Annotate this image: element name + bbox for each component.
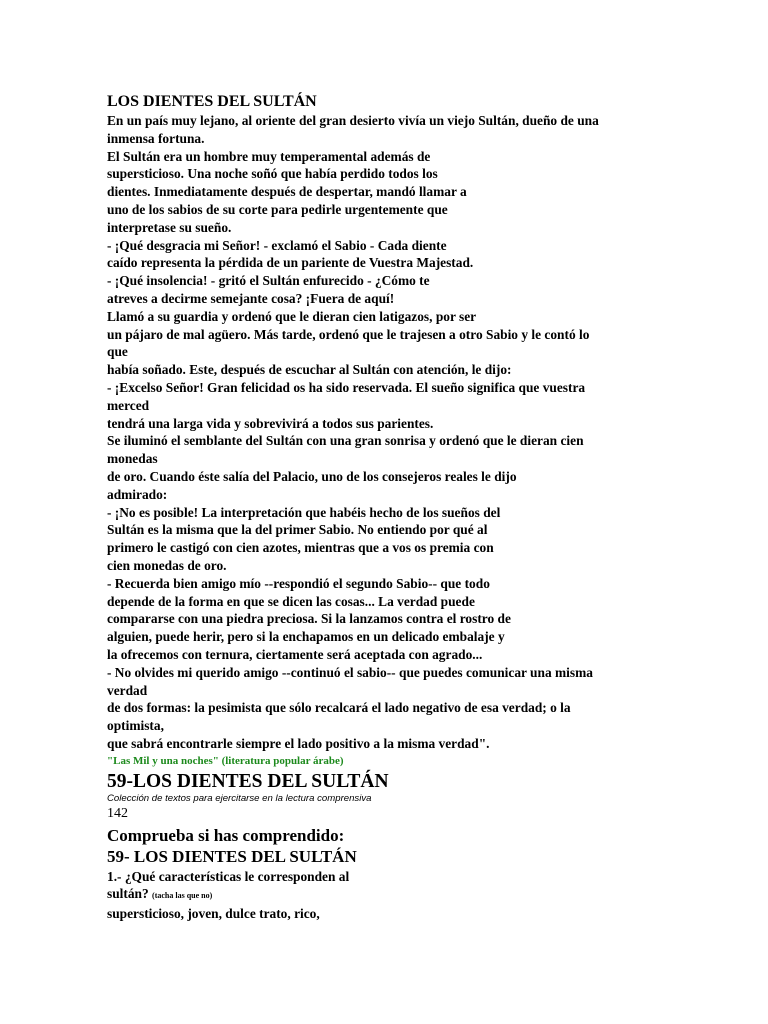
- question-options: supersticioso, joven, dulce trato, rico,: [107, 906, 320, 922]
- story-line: - ¡Qué insolencia! - gritó el Sultán enfurecido - ¿Cómo te: [107, 273, 430, 289]
- section-heading: 59-LOS DIENTES DEL SULTÁN: [107, 770, 389, 792]
- story-body: [107, 112, 667, 753]
- page-number: 142: [107, 805, 128, 821]
- story-line: El Sultán era un hombre muy temperamental además de: [107, 148, 431, 164]
- story-line: compararse con una piedra preciosa. Si la lanzamos contra el rostro de: [107, 611, 511, 627]
- question-instruction: (tacha las que no): [152, 891, 213, 901]
- collection-caption: Colección de textos para ejercitarse en la lectura comprensiva: [107, 792, 372, 804]
- story-line: optimista,: [107, 718, 164, 734]
- story-line: interpretase su sueño.: [107, 219, 232, 235]
- story-line: monedas: [107, 451, 158, 467]
- story-line: que: [107, 344, 128, 360]
- story-line: - No olvides mi querido amigo --continuó el sabio-- que puedes comunicar una misma: [107, 664, 593, 680]
- story-line: caído representa la pérdida de un pariente de Vuestra Majestad.: [107, 255, 474, 271]
- story-line: la ofrecemos con ternura, ciertamente será aceptada con agrado...: [107, 646, 483, 662]
- story-line: de oro. Cuando éste salía del Palacio, uno de los consejeros reales le dijo: [107, 468, 517, 484]
- question-line: [107, 885, 667, 905]
- quiz-heading: Comprueba si has comprendido:: [107, 825, 345, 845]
- story-line: supersticioso. Una noche soñó que había perdido todos los: [107, 166, 438, 182]
- story-credit: "Las Mil y una noches" (literatura popular árabe): [107, 754, 344, 767]
- story-line: primero le castigó con cien azotes, mientras que a vos os premia con: [107, 540, 494, 556]
- story-line: - ¡Excelso Señor! Gran felicidad os ha sido reservada. El sueño significa que vuestra: [107, 379, 586, 395]
- story-line: uno de los sabios de su corte para pedirle urgentemente que: [107, 201, 448, 217]
- story-title: LOS DIENTES DEL SULTÁN: [107, 93, 317, 110]
- story-line: Se iluminó el semblante del Sultán con una gran sonrisa y ordenó que le dieran cien: [107, 433, 584, 449]
- story-line: cien monedas de oro.: [107, 557, 227, 573]
- document-page: [107, 92, 667, 923]
- story-line: merced: [107, 397, 150, 413]
- story-line: En un país muy lejano, al oriente del gran desierto vivía un viejo Sultán, dueño de una: [107, 113, 599, 128]
- question-text: sultán?: [107, 886, 149, 902]
- story-line: - ¡No es posible! La interpretación que habéis hecho de los sueños del: [107, 504, 501, 520]
- quiz-title: 59- LOS DIENTES DEL SULTÁN: [107, 846, 357, 866]
- story-line: Sultán es la misma que la del primer Sabio. No entiendo por qué al: [107, 522, 488, 538]
- story-line: tendrá una larga vida y sobrevivirá a todos sus parientes.: [107, 415, 434, 431]
- story-line: alguien, puede herir, pero si la enchapamos en un delicado embalaje y: [107, 629, 505, 645]
- story-line: un pájaro de mal agüero. Más tarde, ordenó que le trajesen a otro Sabio y le contó lo: [107, 326, 590, 342]
- story-line: admirado:: [107, 486, 168, 502]
- story-line: atreves a decirme semejante cosa? ¡Fuera de aquí!: [107, 290, 395, 306]
- story-line: inmensa fortuna.: [107, 130, 205, 146]
- story-line: dientes. Inmediatamente después de despertar, mandó llamar a: [107, 184, 467, 200]
- question-line: 1.- ¿Qué características le corresponden al: [107, 868, 350, 884]
- story-line: - ¡Qué desgracia mi Señor! - exclamó el Sabio - Cada diente: [107, 237, 447, 253]
- story-line: depende de la forma en que se dicen las cosas... La verdad puede: [107, 593, 475, 609]
- story-line: de dos formas: la pesimista que sólo recalcará el lado negativo de esa verdad; o la: [107, 700, 571, 716]
- story-line: había soñado. Este, después de escuchar al Sultán con atención, le dijo:: [107, 362, 512, 378]
- story-line: verdad: [107, 682, 148, 698]
- story-line: - Recuerda bien amigo mío --respondió el segundo Sabio-- que todo: [107, 575, 490, 591]
- story-line: que sabrá encontrarle siempre el lado positivo a la misma verdad".: [107, 735, 490, 751]
- story-line: Llamó a su guardia y ordenó que le dieran cien latigazos, por ser: [107, 308, 477, 324]
